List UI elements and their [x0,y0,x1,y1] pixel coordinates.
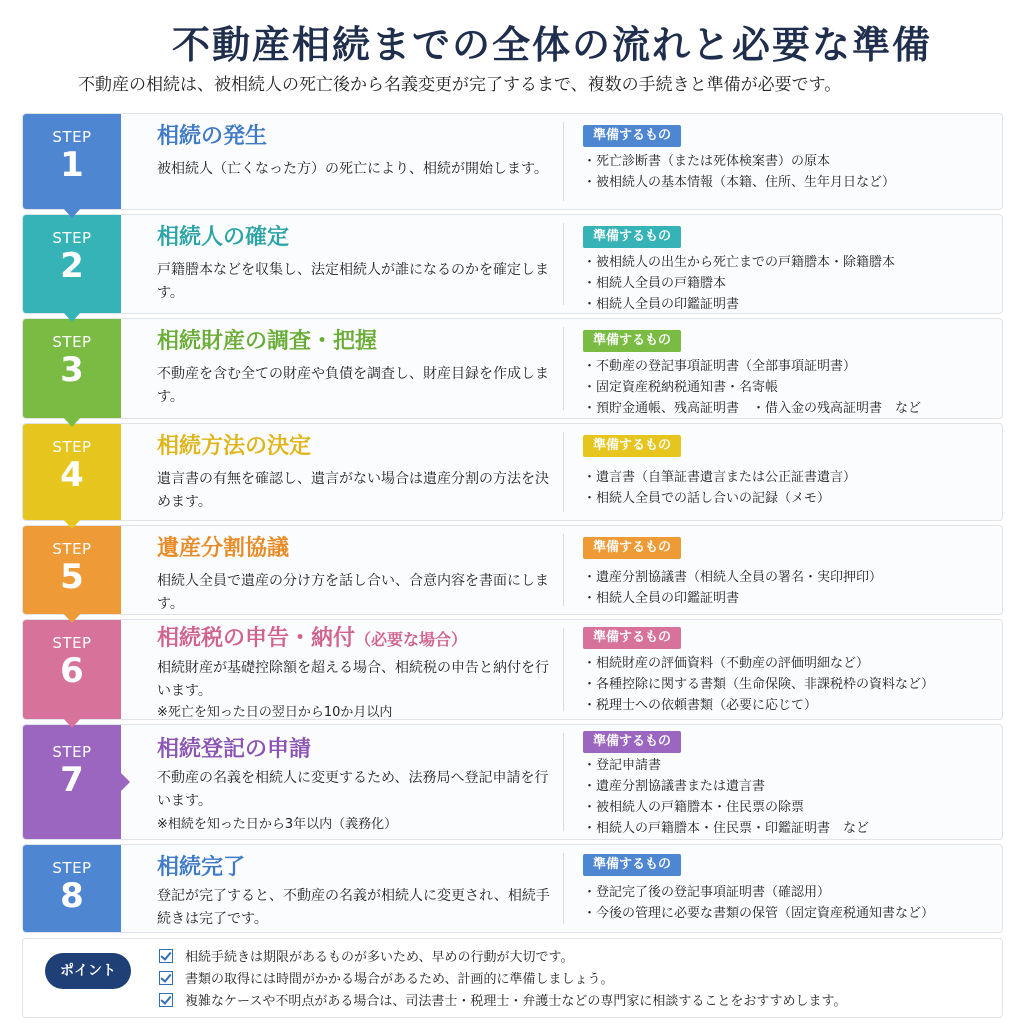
step-7-heading: 相続登記の申請 [157,737,312,762]
prep-item: ・ 遺産分割協議書または遺言書 [583,776,993,797]
prep-item: ・ 登記申請書 [583,755,993,776]
prep-item: ・ 相続人全員での話し合いの記録（メモ） [583,488,993,509]
down-arrow-icon [63,519,81,529]
prep-list [583,882,993,924]
step-2-badge [23,215,121,313]
divider [563,223,564,305]
step-1-heading: 相続の発生 [157,124,268,149]
prep-list [583,755,993,839]
step-number: 2 [60,246,84,286]
step-6-badge [23,620,121,719]
divider [563,853,564,924]
step-2-description: 戸籍謄本などを収集し、法定相続人が誰になるのかを確定します。 [157,262,549,301]
step-5-badge [23,526,121,614]
divider [563,432,564,512]
step-4-card [22,423,1003,521]
prep-list [583,653,993,716]
point-list [159,947,846,1013]
prep-tag: 準備するもの [583,627,681,649]
prep-item: ・ 固定資産税納税通知書・名寄帳 [583,377,993,398]
down-arrow-icon [63,613,81,623]
prep-tag: 準備するもの [583,435,681,457]
prep-tag: 準備するもの [583,537,681,559]
prep-item: ・ 登記完了後の登記事項証明書（確認用） [583,882,993,903]
step-2-heading: 相続人の確定 [157,225,290,250]
step-8-heading: 相続完了 [157,855,246,880]
step-2-card [22,214,1003,314]
step-7-description: 不動産の名義を相続人に変更するため、法務局へ登記申請を行います。 [157,770,549,809]
point-item [159,991,846,1013]
divider [563,327,564,410]
down-arrow-icon [63,208,81,218]
prep-item: ・ 各種控除に関する書類（生命保険、非課税枠の資料など） [583,674,993,695]
step-3-heading: 相続財産の調査・把握 [157,329,378,354]
prep-item: ・ 相続人全員の印鑑証明書 [583,294,993,315]
step-4-badge [23,424,121,520]
checkbox-icon [159,971,173,985]
prep-tag: 準備するもの [583,854,681,876]
prep-item: ・ 遺産分割協議書（相続人全員の署名・実印押印） [583,567,993,588]
step-label: STEP [52,438,92,456]
step-6-heading [157,624,557,655]
step-6-card [22,619,1003,720]
step-7-card [22,724,1003,840]
point-label: ポイント [45,953,131,989]
prep-item: ・ 相続人全員の印鑑証明書 [583,588,993,609]
step-number: 5 [60,557,84,597]
page-title: 不動産相続までの全体の流れと必要な準備 [171,22,932,67]
step-label: STEP [52,333,92,351]
point-item [159,947,846,969]
step-number: 8 [60,876,84,916]
step-number: 7 [60,760,84,800]
checkbox-icon [159,949,173,963]
step-8-description: 登記が完了すると、不動産の名義が相続人に変更され、相続手続きは完了です。 [157,888,550,927]
step-number: 4 [60,455,84,495]
prep-list [583,252,993,315]
step-4-heading: 相続方法の決定 [157,434,312,459]
step-number: 1 [60,145,84,185]
step-5-description: 相続人全員で遺産の分け方を話し合い、合意内容を書面にします。 [157,573,549,612]
step-label: STEP [52,634,92,652]
divider [563,628,564,711]
step-7-badge [23,725,121,839]
point-box [22,938,1003,1018]
divider [563,733,564,831]
right-arrow-icon [121,773,130,791]
point-item-text: 相続手続きは期限があるものが多いため、早めの行動が大切です。 [185,950,574,965]
point-item-text: 複雑なケースや不明点がある場合は、司法書士・税理士・弁護士などの専門家に相談することをおすすめします。 [185,994,847,1009]
checkbox-icon [159,993,173,1007]
step-1-description: 被相続人（亡くなった方）の死亡により、相続が開始します。 [157,161,548,177]
prep-item: ・ 税理士への依頼書類（必要に応じて） [583,695,993,716]
prep-item: ・ 預貯金通帳、残高証明書 ・借入金の残高証明書 など [583,398,993,419]
step-3-description: 不動産を含む全ての財産や負債を調査し、財産目録を作成します。 [157,366,549,405]
down-arrow-icon [63,417,81,427]
prep-tag: 準備するもの [583,125,681,147]
prep-item: ・ 今後の管理に必要な書類の保管（固定資産税通知書など） [583,903,993,924]
step-number: 3 [60,350,84,390]
step-1-badge [23,114,121,209]
down-arrow-icon [63,718,81,728]
prep-item: ・ 相続財産の評価資料（不動産の評価明細など） [583,653,993,674]
prep-list [583,467,993,509]
down-arrow-icon [63,312,81,322]
prep-item: ・ 相続人全員の戸籍謄本 [583,273,993,294]
step-1-card [22,113,1003,210]
step-label: STEP [52,859,92,877]
prep-item: ・ 被相続人の出生から死亡までの戸籍謄本・除籍謄本 [583,252,993,273]
divider [563,534,564,606]
step-label: STEP [52,540,92,558]
step-8-badge [23,845,121,932]
step-6-heading-text: 相続税の申告・納付 [157,626,356,651]
prep-item: ・ 被相続人の戸籍謄本・住民票の除票 [583,797,993,818]
prep-item: ・ 相続人の戸籍謄本・住民票・印鑑証明書 など [583,818,993,839]
point-item-text: 書類の取得には時間がかかる場合があるため、計画的に準備しましょう。 [185,972,614,987]
step-label: STEP [52,128,92,146]
step-7-note: ※相続を知った日から3年以内（義務化） [157,817,398,832]
step-4-description: 遺言書の有無を確認し、遺言がない場合は遺産分割の方法を決めます。 [157,471,549,510]
point-item [159,969,846,991]
step-6-heading-sub: （必要な場合） [355,630,468,649]
prep-item: ・ 不動産の登記事項証明書（全部事項証明書） [583,356,993,377]
step-6-description: 相続財産が基礎控除額を超える場合、相続税の申告と納付を行います。 [157,660,549,699]
prep-list [583,567,993,609]
step-8-card [22,844,1003,933]
step-6-note: ※死亡を知った日の翌日から10か月以内 [157,705,393,720]
step-3-badge [23,319,121,418]
prep-item: ・ 被相続人の基本情報（本籍、住所、生年月日など） [583,172,993,193]
prep-tag: 準備するもの [583,226,681,248]
prep-item: ・ 遺言書（自筆証書遺言または公正証書遺言） [583,467,993,488]
step-number: 6 [60,651,84,691]
prep-tag: 準備するもの [583,731,681,753]
step-5-card [22,525,1003,615]
prep-tag: 準備するもの [583,330,681,352]
prep-item: ・ 死亡診断書（または死体検案書）の原本 [583,151,993,172]
step-label: STEP [52,743,92,761]
prep-list [583,356,993,419]
step-label: STEP [52,229,92,247]
page-subtitle: 不動産の相続は、被相続人の死亡後から名義変更が完了するまで、複数の手続きと準備が必要です。 [78,75,842,95]
step-5-heading: 遺産分割協議 [157,536,290,561]
prep-list [583,151,993,193]
divider [563,122,564,201]
step-3-card [22,318,1003,419]
